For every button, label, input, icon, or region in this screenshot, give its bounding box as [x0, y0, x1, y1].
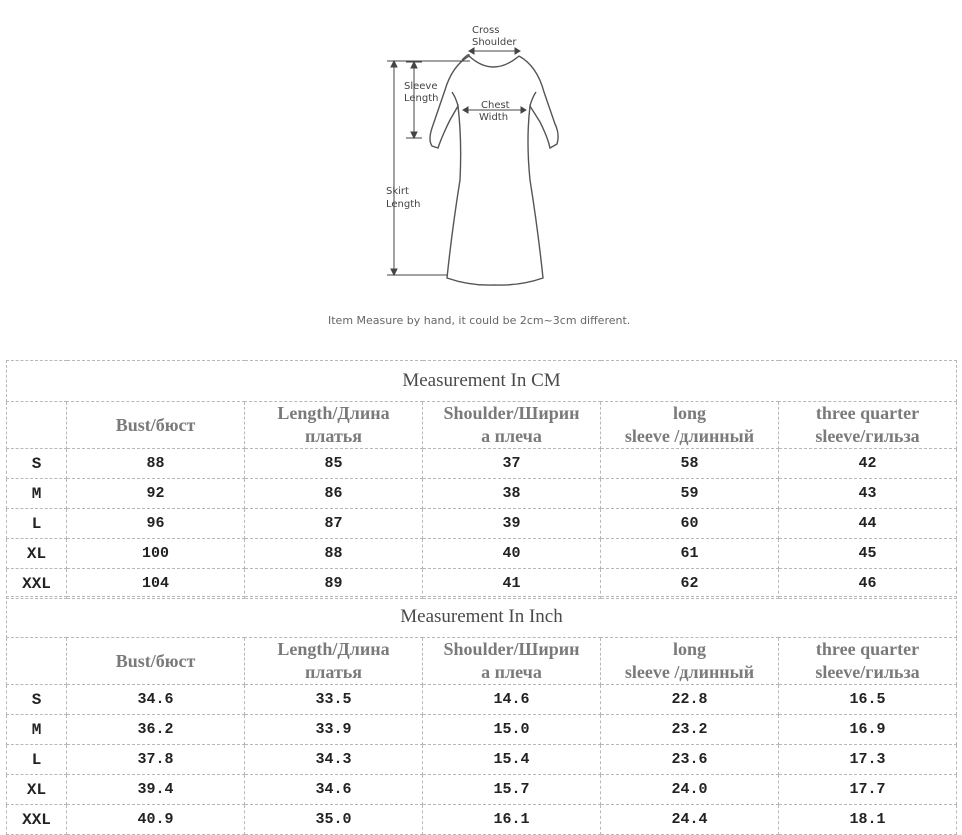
skirt-length-label-2: Length: [386, 199, 421, 210]
table-row: [7, 685, 957, 715]
value-cell: 85: [245, 449, 423, 479]
value-cell: 14.6: [423, 685, 601, 715]
column-header-bust: Bust/бюст: [67, 638, 245, 685]
chest-width-label-1: Chest: [481, 100, 510, 111]
size-cell: M: [7, 479, 67, 509]
skirt-length-label-1: Skirt: [386, 186, 409, 197]
value-cell: 59: [601, 479, 779, 509]
size-cell: XXL: [7, 805, 67, 835]
value-cell: 39: [423, 509, 601, 539]
table-row: [7, 539, 957, 569]
value-cell: 45: [779, 539, 957, 569]
column-header-length: Length/Длина платья: [245, 402, 423, 449]
column-header-long-sleeve: long sleeve /длинный: [601, 402, 779, 449]
column-header-three-quarter-sleeve: three quarter sleeve/гильза: [779, 638, 957, 685]
value-cell: 36.2: [67, 715, 245, 745]
value-cell: 89: [245, 569, 423, 599]
value-cell: 33.5: [245, 685, 423, 715]
value-cell: 39.4: [67, 775, 245, 805]
cross-shoulder-label-1: Cross: [472, 25, 500, 36]
value-cell: 15.0: [423, 715, 601, 745]
value-cell: 15.7: [423, 775, 601, 805]
value-cell: 60: [601, 509, 779, 539]
measurement-table-cm: [6, 360, 957, 599]
value-cell: 18.1: [779, 805, 957, 835]
column-header-shoulder: Shoulder/Ширин а плеча: [423, 402, 601, 449]
sleeve-length-label-2: Length: [404, 93, 439, 104]
size-cell: XXL: [7, 569, 67, 599]
value-cell: 17.7: [779, 775, 957, 805]
value-cell: 96: [67, 509, 245, 539]
value-cell: 44: [779, 509, 957, 539]
value-cell: 46: [779, 569, 957, 599]
size-cell: S: [7, 685, 67, 715]
value-cell: 23.2: [601, 715, 779, 745]
cross-shoulder-label-2: Shoulder: [472, 37, 517, 48]
value-cell: 37: [423, 449, 601, 479]
value-cell: 61: [601, 539, 779, 569]
table-row: [7, 775, 957, 805]
value-cell: 34.3: [245, 745, 423, 775]
value-cell: 35.0: [245, 805, 423, 835]
size-cell: L: [7, 745, 67, 775]
value-cell: 38: [423, 479, 601, 509]
table-title: Measurement In CM: [7, 361, 957, 402]
table-row: [7, 449, 957, 479]
size-cell: XL: [7, 539, 67, 569]
table-row: [7, 569, 957, 599]
value-cell: 92: [67, 479, 245, 509]
value-cell: 40.9: [67, 805, 245, 835]
value-cell: 24.0: [601, 775, 779, 805]
value-cell: 16.9: [779, 715, 957, 745]
value-cell: 33.9: [245, 715, 423, 745]
column-header-length: Length/Длина платья: [245, 638, 423, 685]
column-header-bust: Bust/бюст: [67, 402, 245, 449]
table-row: [7, 805, 957, 835]
value-cell: 58: [601, 449, 779, 479]
dress-measurement-diagram: [0, 0, 962, 345]
value-cell: 88: [67, 449, 245, 479]
value-cell: 16.5: [779, 685, 957, 715]
column-header-three-quarter-sleeve: three quarter sleeve/гильза: [779, 402, 957, 449]
size-cell: M: [7, 715, 67, 745]
value-cell: 34.6: [245, 775, 423, 805]
value-cell: 100: [67, 539, 245, 569]
value-cell: 22.8: [601, 685, 779, 715]
value-cell: 16.1: [423, 805, 601, 835]
measurement-table-inch: [6, 596, 957, 835]
value-cell: 15.4: [423, 745, 601, 775]
value-cell: 43: [779, 479, 957, 509]
value-cell: 23.6: [601, 745, 779, 775]
corner-cell: [7, 402, 67, 449]
value-cell: 62: [601, 569, 779, 599]
column-header-long-sleeve: long sleeve /длинный: [601, 638, 779, 685]
table-row: [7, 715, 957, 745]
table-title: Measurement In Inch: [7, 597, 957, 638]
value-cell: 87: [245, 509, 423, 539]
table-row: [7, 479, 957, 509]
value-cell: 17.3: [779, 745, 957, 775]
value-cell: 42: [779, 449, 957, 479]
value-cell: 88: [245, 539, 423, 569]
size-cell: S: [7, 449, 67, 479]
corner-cell: [7, 638, 67, 685]
value-cell: 34.6: [67, 685, 245, 715]
value-cell: 41: [423, 569, 601, 599]
size-cell: XL: [7, 775, 67, 805]
measure-note: Item Measure by hand, it could be 2cm~3cm different.: [328, 314, 631, 327]
table-row: [7, 509, 957, 539]
value-cell: 104: [67, 569, 245, 599]
table-row: [7, 745, 957, 775]
chest-width-label-2: Width: [479, 112, 509, 123]
value-cell: 37.8: [67, 745, 245, 775]
sleeve-length-label-1: Sleeve: [404, 81, 438, 92]
size-cell: L: [7, 509, 67, 539]
column-header-shoulder: Shoulder/Ширин а плеча: [423, 638, 601, 685]
value-cell: 24.4: [601, 805, 779, 835]
value-cell: 86: [245, 479, 423, 509]
value-cell: 40: [423, 539, 601, 569]
dress-outline-icon: [430, 55, 558, 285]
